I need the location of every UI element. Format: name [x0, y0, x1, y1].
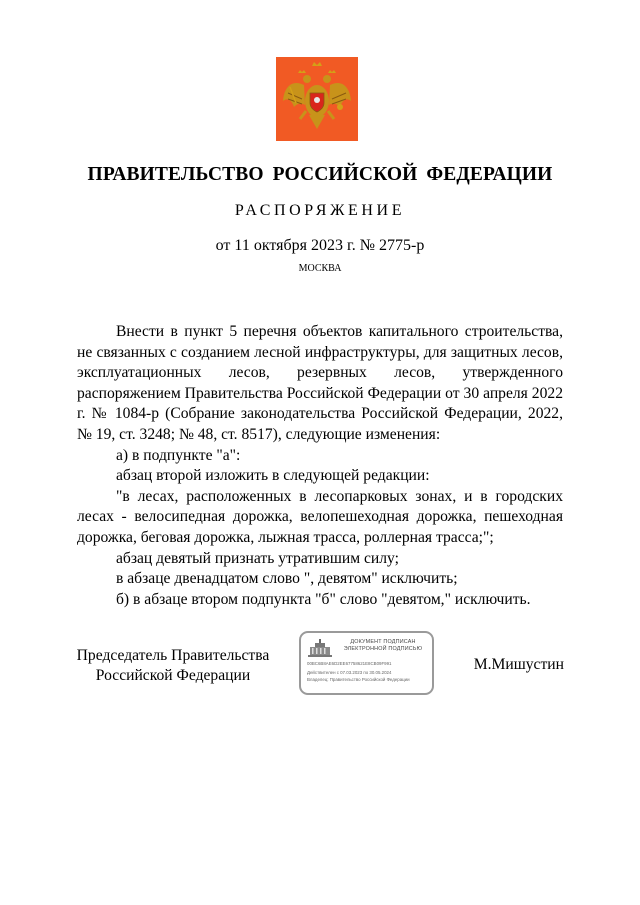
main-paragraph: Внести в пункт 5 перечня объектов капитального строительства, не связанных с созданием лесной инфраструктуры, для защитных лесов, эксплуатационных лесов, резервных лесов, утвержденного распоряжением Правительства Российской Федерации от 30 апреля 2022 г. № 1084-р (Собрание законодательства Российской Федерации, 2022, № 19, ст. 3248; № 48, ст. 8517), следующие изменения:	[77, 323, 563, 443]
position-line-2: Российской Федерации	[95, 667, 251, 684]
document-city: МОСКВА	[298, 263, 342, 274]
quoted-text: "в лесах, расположенных в лесопарковых зонах, и в городских лесах - велосипедная дорожка, велопешеходная дорожка, пешеходная дорожка, беговая дорожка, лыжная трасса, роллерная трасса;";	[77, 487, 563, 546]
document-type: РАСПОРЯЖЕНИЕ	[234, 202, 406, 219]
stamp-validity: Действителен с 07.03.2023 по 30.05.2024	[307, 670, 392, 675]
stamp-title: ДОКУМЕНТ ПОДПИСАН ЭЛЕКТРОННОЙ ПОДПИСЬЮ	[343, 639, 423, 652]
stamp-certificate-number: 00BC6B8AE6D2EE67758621E8CB09F991	[307, 661, 392, 666]
item-b: б) в абзаце втором подпункта "б" слово "девятом," исключить.	[116, 590, 531, 608]
stamp-owner: Владелец: Правительство Российской Федерации	[307, 677, 410, 682]
document-date-number: от 11 октября 2023 г. № 2775-р	[215, 237, 425, 254]
item-a-twelfth: в абзаце двенадцатом слово ", девятом" исключить;	[116, 570, 458, 588]
item-a-ninth: абзац девятый признать утратившим силу;	[116, 549, 399, 567]
signatory-name: М.Мишустин	[473, 656, 564, 673]
electronic-signature-stamp	[299, 631, 434, 695]
position-line-1: Председатель Правительства	[76, 647, 270, 664]
item-a-subparagraph: абзац второй изложить в следующей редакции:	[116, 467, 430, 485]
russian-coat-of-arms-icon	[276, 57, 358, 141]
document-body	[77, 322, 563, 610]
government-title: ПРАВИТЕЛЬСТВО РОССИЙСКОЙ ФЕДЕРАЦИИ	[87, 164, 553, 185]
coat-of-arms-emblem	[276, 57, 358, 141]
signatory-position	[70, 646, 276, 686]
item-a: а) в подпункте "а":	[116, 446, 241, 464]
government-building-icon	[307, 638, 333, 658]
